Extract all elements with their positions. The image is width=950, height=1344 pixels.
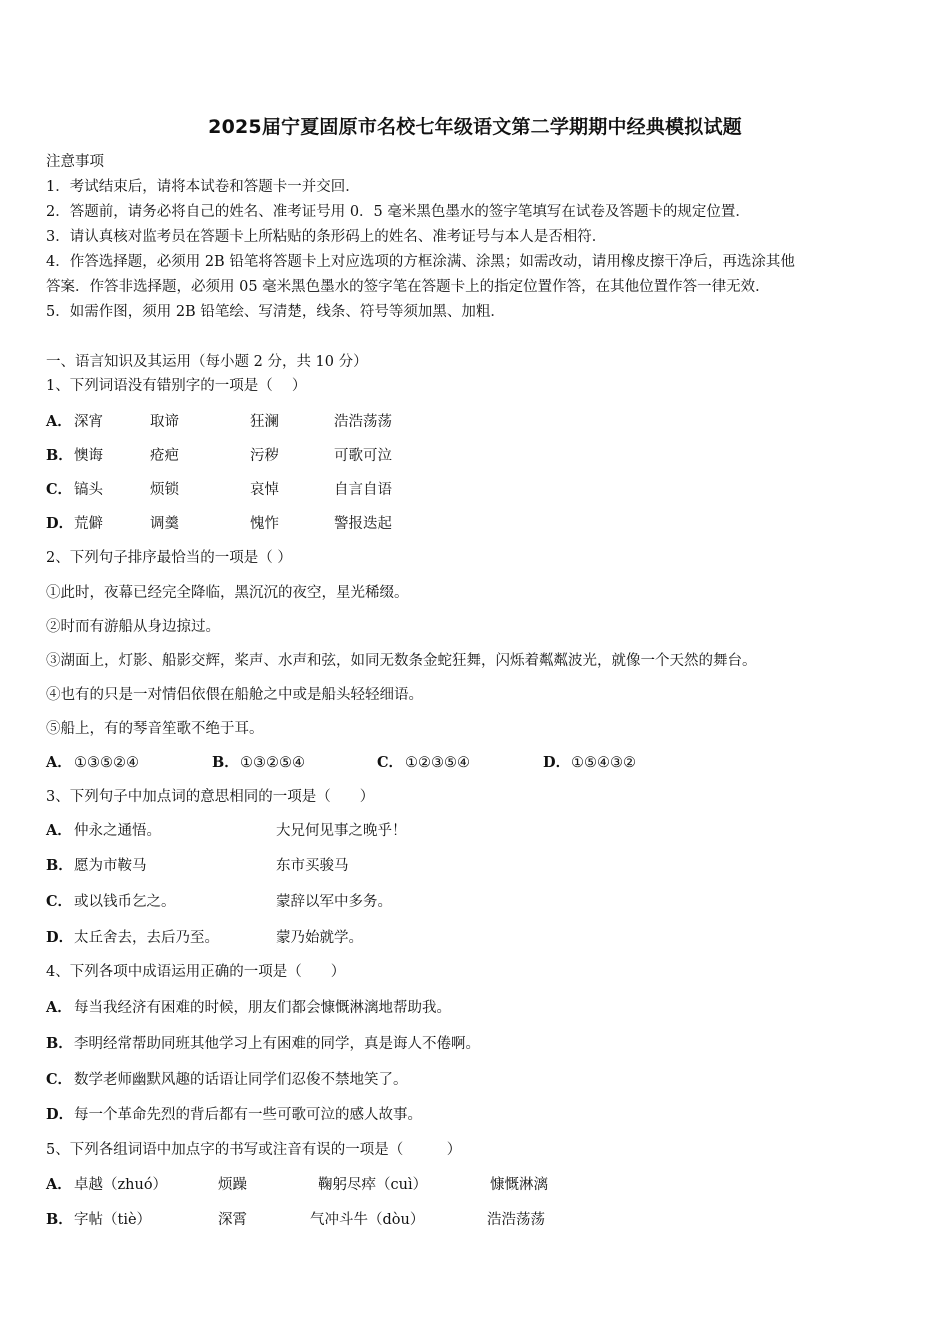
q1-option-word: 烦锁 [150, 482, 179, 498]
notice-heading: 注意事项 [46, 154, 104, 170]
q1-option-word: 疮疤 [150, 448, 179, 464]
q2-option-letter: A． [46, 754, 72, 771]
q1-option-word: 懊诲 [74, 448, 103, 464]
q4-option-letter: A． [46, 999, 72, 1016]
q5-option-word: 慷慨淋漓 [490, 1177, 548, 1193]
q2-sentence: ②时而有游船从身边掠过。 [46, 619, 220, 635]
q2-sentence: ⑤船上，有的琴音笙歌不绝于耳。 [46, 721, 264, 737]
q2-option-letter: B． [212, 754, 239, 771]
question-1-stem: 1、下列词语没有错别字的一项是（ ） [46, 378, 307, 394]
q3-option-letter: C． [46, 893, 73, 910]
q2-sentence: ③湖面上，灯影、船影交辉，桨声、水声和弦，如同无数条金蛇狂舞，闪烁着粼粼波光，就像一个天然的舞台。 [46, 653, 757, 669]
q2-option-letter: C． [377, 754, 404, 771]
question-4-stem: 4、下列各项中成语运用正确的一项是（ ） [46, 964, 346, 980]
notice-item: 答案．作答非选择题，必须用 05 毫米黑色墨水的签字笔在答题卡上的指定位置作答，在其他位置作答一律无效． [46, 279, 770, 295]
page-title: 2025届宁夏固原市名校七年级语文第二学期期中经典模拟试题 [208, 116, 742, 138]
q3-option-left: 愿为市鞍马 [74, 858, 147, 874]
q3-option-left: 仲永之通悟。 [74, 823, 161, 839]
q2-option-letter: D． [543, 754, 571, 771]
q5-option-word: 深霄 [218, 1212, 247, 1228]
q3-option-right: 东市买骏马 [276, 858, 349, 874]
q3-option-left: 或以钱币乞之。 [74, 894, 176, 910]
q1-option-word: 浩浩荡荡 [334, 414, 392, 430]
q5-option-word: 浩浩荡荡 [487, 1212, 545, 1228]
q1-option-word: 警报迭起 [334, 516, 392, 532]
q5-option-letter: B． [46, 1211, 73, 1228]
q1-option-word: 荒僻 [74, 516, 103, 532]
question-5-stem: 5、下列各组词语中加点字的书写或注音有误的一项是（ ） [46, 1142, 462, 1158]
question-2-stem: 2、下列句子排序最恰当的一项是（ ） [46, 550, 292, 566]
q1-option-word: 愧怍 [250, 516, 279, 532]
q2-option-text: ①③⑤②④ [74, 755, 139, 771]
q1-option-word: 深宵 [74, 414, 103, 430]
section-heading: 一、语言知识及其运用（每小题 2 分，共 10 分） [46, 354, 368, 370]
q4-option-text: 每一个革命先烈的背后都有一些可歌可泣的感人故事。 [74, 1107, 422, 1123]
q3-option-right: 大兄何见事之晚乎！ [276, 823, 407, 839]
q5-option-word: 气冲斗牛（dòu） [310, 1212, 425, 1228]
q3-option-letter: A． [46, 822, 72, 839]
q1-option-letter: A． [46, 413, 72, 430]
q1-option-word: 自言自语 [334, 482, 392, 498]
q1-option-word: 镐头 [74, 482, 103, 498]
q1-option-word: 可歌可泣 [334, 448, 392, 464]
q2-sentence: ①此时，夜幕已经完全降临，黑沉沉的夜空，星光稀缀。 [46, 585, 409, 601]
q4-option-letter: C． [46, 1071, 73, 1088]
q5-option-letter: A． [46, 1176, 72, 1193]
notice-item: 3．请认真核对监考员在答题卡上所粘贴的条形码上的姓名、准考证号与本人是否相符． [46, 229, 607, 245]
q1-option-letter: C． [46, 481, 73, 498]
q1-option-word: 哀悼 [250, 482, 279, 498]
q4-option-text: 数学老师幽默风趣的话语让同学们忍俊不禁地笑了。 [74, 1072, 408, 1088]
q1-option-word: 取谛 [150, 414, 179, 430]
q1-option-word: 污秽 [250, 448, 279, 464]
q3-option-letter: D． [46, 929, 74, 946]
q5-option-word: 鞠躬尽瘁（cuì） [318, 1177, 428, 1193]
question-3-stem: 3、下列句子中加点词的意思相同的一项是（ ） [46, 789, 375, 805]
q3-option-right: 蒙辞以军中多务。 [276, 894, 392, 910]
q1-option-word: 调羹 [150, 516, 179, 532]
notice-item: 4．作答选择题，必须用 2B 铅笔将答题卡上对应选项的方框涂满、涂黑；如需改动，请用橡皮擦干净后，再选涂其他 [46, 254, 795, 270]
q4-option-text: 每当我经济有困难的时候，朋友们都会慷慨淋漓地帮助我。 [74, 1000, 451, 1016]
q2-sentence: ④也有的只是一对情侣依偎在船舱之中或是船头轻轻细语。 [46, 687, 423, 703]
q2-option-text: ①②③⑤④ [405, 755, 470, 771]
q4-option-letter: B． [46, 1035, 73, 1052]
q1-option-letter: D． [46, 515, 74, 532]
q5-option-word: 字帖（tiè） [74, 1212, 152, 1228]
q1-option-letter: B． [46, 447, 73, 464]
q2-option-text: ①⑤④③② [571, 755, 636, 771]
q3-option-right: 蒙乃始就学。 [276, 930, 363, 946]
notice-item: 1．考试结束后，请将本试卷和答题卡一并交回． [46, 179, 360, 195]
q4-option-letter: D． [46, 1106, 74, 1123]
q1-option-word: 狂澜 [250, 414, 279, 430]
q4-option-text: 李明经常帮助同班其他学习上有困难的同学，真是诲人不倦啊。 [74, 1036, 480, 1052]
notice-item: 5．如需作图，须用 2B 铅笔绘、写清楚，线条、符号等须加黑、加粗． [46, 304, 505, 320]
q3-option-left: 太丘舍去，去后乃至。 [74, 930, 219, 946]
q5-option-word: 烦躁 [218, 1177, 247, 1193]
q3-option-letter: B． [46, 857, 73, 874]
notice-item: 2．答题前，请务必将自己的姓名、准考证号用 0．5 毫米黑色墨水的签字笔填写在试卷及答题卡的规定位置． [46, 204, 750, 220]
q5-option-word: 卓越（zhuó） [74, 1177, 168, 1193]
q2-option-text: ①③②⑤④ [240, 755, 305, 771]
